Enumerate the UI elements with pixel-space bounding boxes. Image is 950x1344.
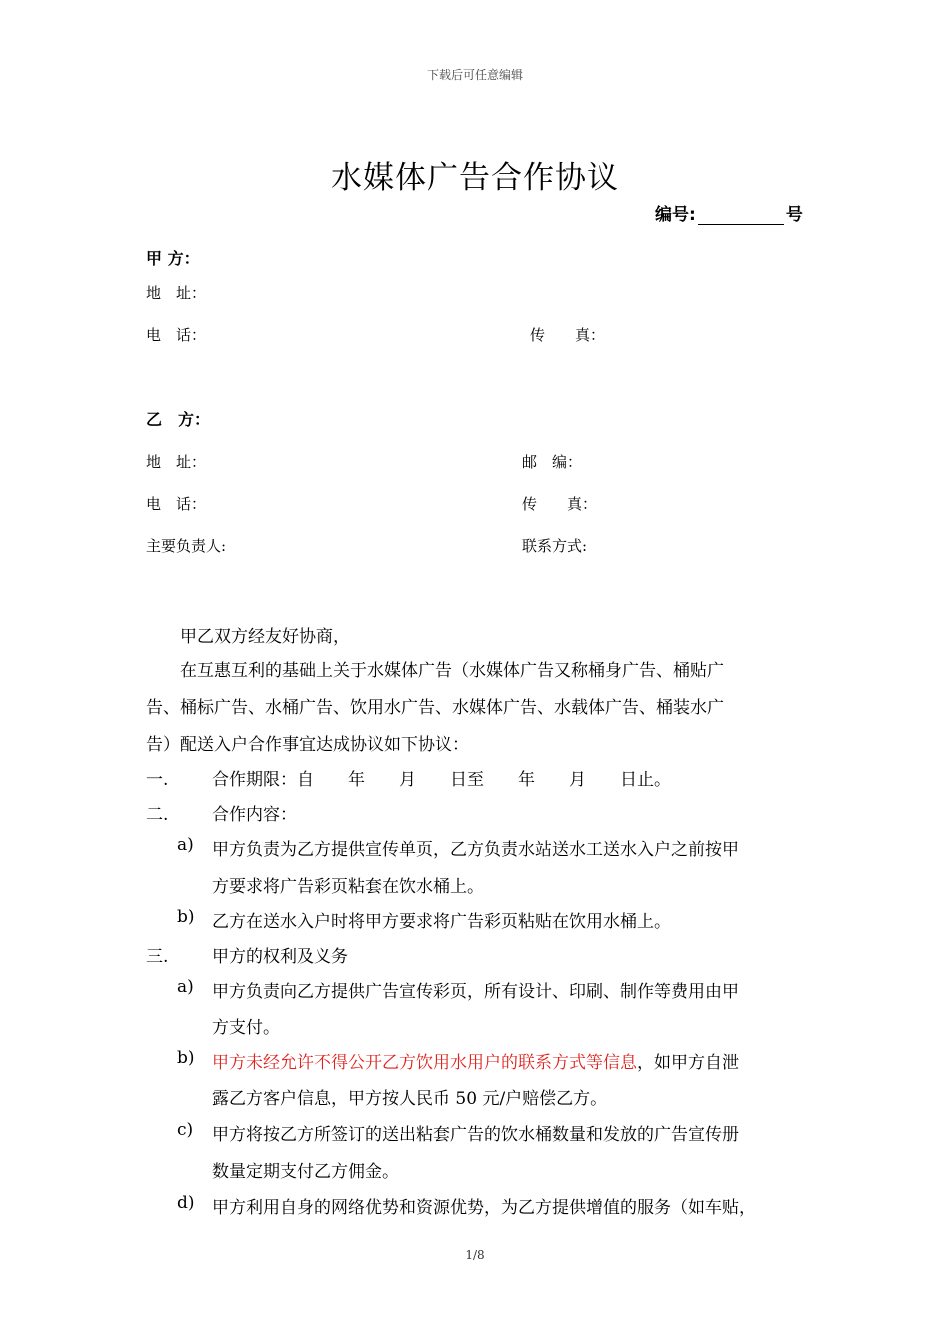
item-text: 甲方利用自身的网络优势和资源优势，为乙方提供增值的服务（如车贴， — [212, 1198, 756, 1218]
party-b-postcode: 邮 编： — [522, 453, 583, 471]
section-3-number: 三. — [146, 947, 169, 967]
intro-line: 在互惠互利的基础上关于水媒体广告（水媒体广告又称桶身广告、桶贴广 — [180, 661, 724, 681]
item-label: c) — [177, 1120, 194, 1140]
party-b-manager: 主要负责人: — [146, 537, 227, 555]
party-b-phone: 电 话： — [146, 495, 207, 513]
party-a-heading: 甲 方： — [146, 249, 200, 268]
intro-line: 告）配送入户合作事宜达成协议如下协议： — [146, 735, 469, 755]
party-a-phone: 电 话： — [146, 326, 207, 344]
intro-line: 告、桶标广告、水桶广告、饮用水广告、水媒体广告、水载体广告、桶装水广 — [146, 698, 724, 718]
item-text: 方要求将广告彩页粘套在饮水桶上。 — [212, 877, 484, 897]
item-text: 甲方将按乙方所签订的送出粘套广告的饮水桶数量和发放的广告宣传册 — [212, 1125, 739, 1145]
item-text: 乙方在送水入户时将甲方要求将广告彩页粘贴在饮用水桶上。 — [212, 912, 671, 932]
serial-blank — [698, 206, 784, 225]
section-1-number: 一. — [146, 770, 169, 790]
item-label: a) — [177, 835, 194, 855]
item-text: 露乙方客户信息，甲方按人民币 50 元/户赔偿乙方。 — [212, 1089, 608, 1109]
party-b-fax: 传 真： — [522, 495, 598, 513]
section-2-text: 合作内容： — [212, 805, 297, 825]
item-label: a) — [177, 977, 194, 997]
serial-prefix: 编号: — [655, 205, 696, 225]
intro-line: 甲乙双方经友好协商， — [180, 627, 350, 647]
party-b-contact: 联系方式: — [522, 537, 588, 555]
item-label: b) — [177, 907, 195, 927]
item-text: 甲方负责为乙方提供宣传单页，乙方负责水站送水工送水入户之前按甲 — [212, 840, 739, 860]
section-3-text: 甲方的权利及义务 — [212, 947, 348, 967]
highlighted-clause: 甲方未经允许不得公开乙方饮用水用户的联系方式等信息 — [212, 1053, 637, 1073]
header-note: 下载后可任意编辑 — [426, 68, 523, 82]
item-text: 数量定期支付乙方佣金。 — [212, 1162, 399, 1182]
party-a-fax: 传 真： — [530, 326, 606, 344]
serial-suffix: 号 — [785, 205, 803, 225]
page-number: 1/8 — [465, 1248, 485, 1262]
item-label: d) — [177, 1193, 195, 1213]
section-1-text: 合作期限：自 年 月 日至 年 月 日止。 — [212, 770, 671, 790]
document-title: 水媒体广告合作协议 — [331, 160, 619, 196]
serial-number — [655, 200, 803, 225]
item-text: 方支付。 — [212, 1018, 280, 1038]
item-text — [212, 1048, 739, 1073]
section-2-number: 二. — [146, 805, 169, 825]
item-text-rest: ，如甲方自泄 — [637, 1053, 739, 1073]
item-text: 甲方负责向乙方提供广告宣传彩页，所有设计、印刷、制作等费用由甲 — [212, 982, 739, 1002]
party-b-address: 地 址： — [146, 453, 207, 471]
party-a-address: 地 址： — [146, 284, 207, 302]
item-label: b) — [177, 1048, 195, 1068]
party-b-heading: 乙 方： — [146, 410, 211, 429]
